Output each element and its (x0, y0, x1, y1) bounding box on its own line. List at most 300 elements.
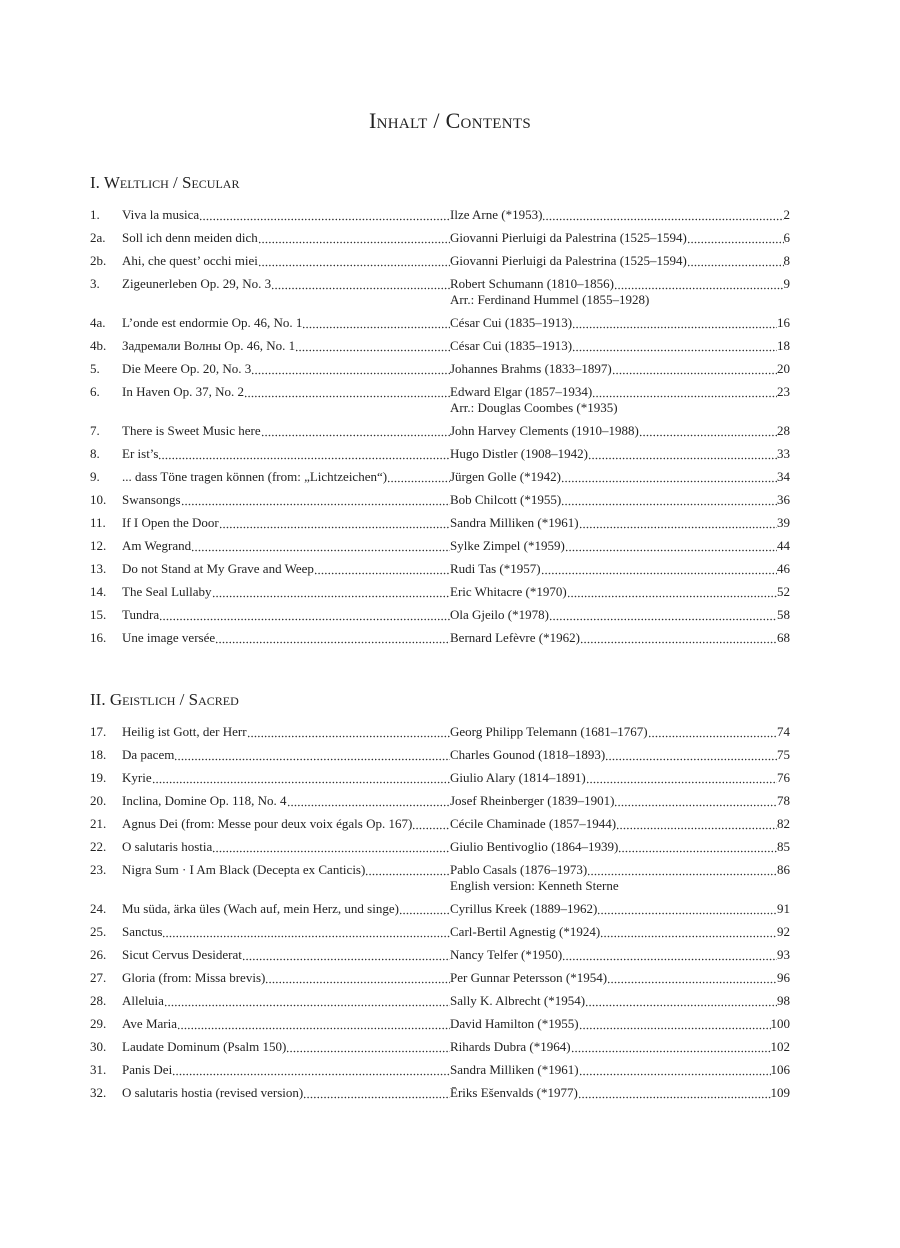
dot-leader (215, 630, 450, 646)
entry-composer-cell (450, 793, 790, 809)
toc-entry[interactable] (90, 276, 790, 315)
dot-leader (162, 924, 450, 940)
toc-entry[interactable] (90, 1039, 790, 1062)
toc-entry[interactable] (90, 230, 790, 253)
entry-title-cell (122, 469, 450, 485)
dot-leader (571, 1039, 771, 1055)
entry-composer: Nancy Telfer (*1950) (450, 947, 563, 962)
composer-line (450, 207, 790, 223)
entry-title: Panis Dei (122, 1062, 173, 1077)
entry-page-number: 102 (770, 1039, 790, 1054)
contents-list-sacred (90, 724, 790, 1108)
entry-title-cell (122, 1062, 450, 1078)
dot-leader (177, 1016, 450, 1032)
contents-list-secular (90, 207, 790, 653)
entry-composer-cell (450, 315, 790, 331)
dot-leader (174, 747, 450, 763)
dot-leader (587, 862, 777, 878)
dot-leader (287, 793, 450, 809)
toc-entry[interactable] (90, 423, 790, 446)
toc-entry[interactable] (90, 1085, 790, 1108)
composer-line (450, 315, 790, 331)
entry-number: 6. (90, 384, 100, 399)
entry-composer: John Harvey Clements (1910–1988) (450, 423, 639, 438)
entry-title: O salutaris hostia (122, 839, 213, 854)
entry-title: Kyrie (122, 770, 152, 785)
dot-leader (181, 492, 450, 508)
toc-entry[interactable] (90, 492, 790, 515)
dot-leader (687, 253, 784, 269)
composer-line (450, 970, 790, 986)
entry-title-cell (122, 839, 450, 855)
entry-page-number: 68 (777, 630, 790, 645)
entry-number: 16. (90, 630, 107, 645)
entry-title: Tundra (122, 607, 160, 622)
entry-title-cell (122, 747, 450, 763)
entry-number: 20. (90, 793, 107, 808)
entry-page-number: 100 (770, 1016, 790, 1031)
entry-page-number: 52 (777, 584, 790, 599)
dot-leader (579, 1062, 771, 1078)
entry-composer-cell (450, 839, 790, 855)
entry-composer: Rihards Dubra (*1964) (450, 1039, 571, 1054)
composer-line (450, 862, 790, 878)
entry-composer: Giovanni Pierluigi da Palestrina (1525–1594) (450, 253, 687, 268)
dot-leader (152, 770, 450, 786)
dot-leader (286, 1039, 450, 1055)
entry-page-number: 46 (777, 561, 790, 576)
entry-title: Alleluia (122, 993, 164, 1008)
dot-leader (172, 1062, 450, 1078)
composer-line (450, 230, 790, 246)
dot-leader (605, 747, 777, 763)
entry-title: ... dass Töne tragen können (from: „Lichtzeichen“) (122, 469, 388, 484)
entry-title: Nigra Sum · I Am Black (Decepta ex Canticis) (122, 862, 366, 877)
entry-composer: Ola Gjeilo (*1978) (450, 607, 549, 622)
entry-arranger-note: English version: Kenneth Sterne (450, 878, 619, 893)
composer-line (450, 1016, 790, 1032)
entry-composer: César Cui (1835–1913) (450, 315, 573, 330)
entry-number: 7. (90, 423, 100, 438)
dot-leader (265, 970, 450, 986)
toc-entry[interactable] (90, 607, 790, 630)
toc-entry[interactable] (90, 446, 790, 469)
composer-line (450, 724, 790, 740)
entry-number: 29. (90, 1016, 107, 1031)
toc-entry[interactable] (90, 1016, 790, 1039)
entry-number: 21. (90, 816, 107, 831)
entry-composer: Cécile Chaminade (1857–1944) (450, 816, 617, 831)
entry-page-number: 18 (777, 338, 790, 353)
entry-composer-cell (450, 584, 790, 600)
entry-number: 31. (90, 1062, 107, 1077)
dot-leader (600, 924, 777, 940)
entry-composer: Eric Whitacre (*1970) (450, 584, 567, 599)
dot-leader (572, 315, 777, 331)
entry-composer: Hugo Distler (1908–1942) (450, 446, 588, 461)
entry-composer-cell (450, 230, 790, 246)
entry-title: L’onde est endormie Op. 46, No. 1 (122, 315, 303, 330)
entry-arranger-note: Arr.: Ferdinand Hummel (1855–1928) (450, 292, 650, 307)
composer-line (450, 1085, 790, 1101)
dot-leader (549, 607, 777, 623)
dot-leader (579, 515, 777, 531)
entry-title-cell (122, 338, 450, 354)
toc-entry[interactable] (90, 630, 790, 653)
entry-composer-cell (450, 361, 790, 377)
entry-number: 4b. (90, 338, 107, 353)
composer-line (450, 338, 790, 354)
page-title: Inhalt / Contents (369, 108, 531, 133)
dot-leader (572, 338, 777, 354)
dot-leader (592, 384, 777, 400)
entry-composer-cell (450, 970, 790, 986)
entry-title: In Haven Op. 37, No. 2 (122, 384, 245, 399)
toc-entry[interactable] (90, 747, 790, 770)
composer-line (450, 947, 790, 963)
entry-composer: Giulio Bentivoglio (1864–1939) (450, 839, 619, 854)
entry-number: 10. (90, 492, 107, 507)
entry-title-cell (122, 584, 450, 600)
entry-page-number: 8 (783, 253, 790, 268)
dot-leader (191, 538, 450, 554)
entry-composer-cell (450, 446, 790, 462)
entry-title-cell (122, 492, 450, 508)
entry-page-number: 96 (777, 970, 790, 985)
entry-composer: Bernard Lefèvre (*1962) (450, 630, 580, 645)
toc-entry[interactable] (90, 515, 790, 538)
dot-leader (158, 446, 450, 462)
entry-title-cell (122, 1085, 450, 1101)
toc-entry[interactable] (90, 584, 790, 607)
entry-page-number: 6 (783, 230, 790, 245)
entry-title: If I Open the Door (122, 515, 219, 530)
toc-entry[interactable] (90, 947, 790, 970)
dot-leader (242, 947, 450, 963)
entry-number: 8. (90, 446, 100, 461)
entry-title-cell (122, 816, 450, 832)
entry-number: 19. (90, 770, 107, 785)
entry-composer: Sally K. Albrecht (*1954) (450, 993, 586, 1008)
entry-page-number: 58 (777, 607, 790, 622)
toc-entry[interactable] (90, 816, 790, 839)
entry-title: Am Wegrand (122, 538, 192, 553)
entry-composer: Giovanni Pierluigi da Palestrina (1525–1594) (450, 230, 687, 245)
entry-title: Swansongs (122, 492, 181, 507)
entry-composer-cell (450, 561, 790, 577)
entry-composer-cell (450, 993, 790, 1009)
dot-leader (302, 315, 450, 331)
entry-title-cell (122, 207, 450, 223)
entry-title: Soll ich denn meiden dich (122, 230, 258, 245)
toc-entry[interactable] (90, 538, 790, 561)
entry-composer: Josef Rheinberger (1839–1901) (450, 793, 615, 808)
entry-composer: Robert Schumann (1810–1856) (450, 276, 614, 291)
entry-composer: Edward Elgar (1857–1934) (450, 384, 593, 399)
entry-title-cell (122, 315, 450, 331)
entry-title-cell (122, 924, 450, 940)
entry-title-cell (122, 384, 450, 400)
entry-title-cell (122, 607, 450, 623)
dot-leader (616, 816, 777, 832)
dot-leader (579, 1016, 771, 1032)
entry-composer: Pablo Casals (1876–1973) (450, 862, 588, 877)
composer-line (450, 446, 790, 462)
entry-composer-cell (450, 492, 790, 508)
entry-page-number: 20 (777, 361, 790, 376)
composer-line (450, 747, 790, 763)
toc-entry[interactable] (90, 993, 790, 1016)
entry-title-cell (122, 630, 450, 646)
entry-composer-cell (450, 747, 790, 763)
toc-entry[interactable] (90, 1062, 790, 1085)
dot-leader (542, 207, 783, 223)
entry-title-cell (122, 1039, 450, 1055)
entry-title: Die Meere Op. 20, No. 3 (122, 361, 252, 376)
entry-title: Zigeunerleben Op. 29, No. 3 (122, 276, 272, 291)
entry-composer-cell (450, 816, 790, 832)
entry-composer: Giulio Alary (1814–1891) (450, 770, 586, 785)
entry-title-cell (122, 862, 450, 878)
entry-title: Задремали Волны Op. 46, No. 1 (122, 338, 296, 353)
entry-composer-cell (450, 338, 790, 354)
entry-number: 32. (90, 1085, 107, 1100)
entry-composer-cell (450, 423, 790, 439)
entry-page-number: 28 (777, 423, 790, 438)
dot-leader (565, 538, 777, 554)
toc-entry[interactable] (90, 315, 790, 338)
toc-entry[interactable] (90, 862, 790, 901)
entry-number: 15. (90, 607, 107, 622)
entry-title: There is Sweet Music here (122, 423, 261, 438)
dot-leader (212, 584, 450, 600)
entry-number: 24. (90, 901, 107, 916)
composer-line (450, 1062, 790, 1078)
entry-number: 30. (90, 1039, 107, 1054)
composer-line (450, 630, 790, 646)
entry-page-number: 9 (783, 276, 790, 291)
entry-title: Heilig ist Gott, der Herr (122, 724, 247, 739)
entry-title-cell (122, 993, 450, 1009)
dot-leader (412, 816, 450, 832)
entry-composer-cell (450, 947, 790, 963)
toc-entry[interactable] (90, 901, 790, 924)
dot-leader (303, 1085, 450, 1101)
entry-number: 9. (90, 469, 100, 484)
entry-title-cell (122, 361, 450, 377)
entry-page-number: 91 (777, 901, 790, 916)
entry-title-cell (122, 276, 450, 292)
entry-composer-cell (450, 469, 790, 485)
entry-composer: Carl-Bertil Agnestig (*1924) (450, 924, 601, 939)
dot-leader (607, 970, 777, 986)
entry-page-number: 75 (777, 747, 790, 762)
toc-entry[interactable] (90, 970, 790, 993)
entry-page-number: 39 (777, 515, 790, 530)
entry-title: Laudate Dominum (Psalm 150) (122, 1039, 287, 1054)
section-heading-sacred: II. Geistlich / Sacred (90, 690, 239, 709)
entry-title: Er ist’s (122, 446, 159, 461)
entry-page-number: 106 (770, 1062, 790, 1077)
entry-title: Sanctus (122, 924, 163, 939)
entry-composer-cell (450, 1016, 790, 1032)
entry-title-cell (122, 947, 450, 963)
dot-leader (561, 469, 777, 485)
entry-title: O salutaris hostia (revised version) (122, 1085, 304, 1100)
entry-title-cell (122, 561, 450, 577)
composer-line (450, 1039, 790, 1055)
entry-composer: Ēriks Ešenvalds (*1977) (450, 1085, 578, 1100)
composer-line (450, 607, 790, 623)
entry-composer: Jürgen Golle (*1942) (450, 469, 561, 484)
dot-leader (159, 607, 450, 623)
toc-entry[interactable] (90, 384, 790, 423)
entry-title: The Seal Lullaby (122, 584, 212, 599)
dot-leader (261, 423, 450, 439)
entry-page-number: 16 (777, 315, 790, 330)
entry-title: Mu süda, ärka üles (Wach auf, mein Herz, und singe) (122, 901, 399, 916)
composer-line (450, 469, 790, 485)
entry-number: 13. (90, 561, 107, 576)
toc-entry[interactable] (90, 469, 790, 492)
entry-title-cell (122, 901, 450, 917)
composer-line (450, 515, 790, 531)
entry-composer-cell (450, 1085, 790, 1101)
entry-composer: Charles Gounod (1818–1893) (450, 747, 606, 762)
entry-composer-cell (450, 207, 790, 223)
entry-composer: David Hamilton (*1955) (450, 1016, 579, 1031)
dot-leader (585, 993, 777, 1009)
dot-leader (314, 561, 450, 577)
entry-composer-cell (450, 724, 790, 740)
composer-line (450, 384, 790, 400)
entry-page-number: 76 (777, 770, 790, 785)
toc-entry[interactable] (90, 338, 790, 361)
dot-leader (365, 862, 450, 878)
entry-number: 14. (90, 584, 107, 599)
entry-page-number: 93 (777, 947, 790, 962)
entry-composer-cell (450, 630, 790, 646)
dot-leader (648, 724, 777, 740)
entry-title: Ave Maria (122, 1016, 177, 1031)
entry-composer: Bob Chilcott (*1955) (450, 492, 562, 507)
entry-title-cell (122, 1016, 450, 1032)
entry-composer-cell (450, 1062, 790, 1078)
entry-page-number: 44 (777, 538, 790, 553)
entry-title-cell (122, 770, 450, 786)
entry-title: Inclina, Domine Op. 118, No. 4 (122, 793, 287, 808)
entry-title-cell (122, 230, 450, 246)
entry-title: Agnus Dei (from: Messe pour deux voix égals Op. 167) (122, 816, 413, 831)
entry-composer-cell (450, 924, 790, 940)
entry-number: 26. (90, 947, 107, 962)
dot-leader (244, 384, 450, 400)
dot-leader (271, 276, 450, 292)
entry-number: 28. (90, 993, 107, 1008)
toc-entry[interactable] (90, 253, 790, 276)
entry-title: Do not Stand at My Grave and Weep (122, 561, 314, 576)
entry-number: 23. (90, 862, 107, 877)
toc-entry[interactable] (90, 561, 790, 584)
entry-number: 18. (90, 747, 107, 762)
composer-line (450, 561, 790, 577)
dot-leader (247, 724, 450, 740)
entry-title-cell (122, 515, 450, 531)
dot-leader (199, 207, 450, 223)
entry-composer: Georg Philipp Telemann (1681–1767) (450, 724, 648, 739)
dot-leader (219, 515, 450, 531)
entry-page-number: 82 (777, 816, 790, 831)
toc-entry[interactable] (90, 724, 790, 747)
entry-number: 1. (90, 207, 100, 222)
entry-page-number: 78 (777, 793, 790, 808)
entry-composer: Sandra Milliken (*1961) (450, 515, 579, 530)
dot-leader (387, 469, 450, 485)
entry-composer-cell (450, 901, 790, 917)
entry-page-number: 33 (777, 446, 790, 461)
composer-line (450, 924, 790, 940)
entry-number: 22. (90, 839, 107, 854)
entry-title-cell (122, 793, 450, 809)
entry-composer-cell (450, 538, 790, 554)
entry-composer-cell (450, 253, 790, 269)
entry-title-cell (122, 724, 450, 740)
toc-entry[interactable] (90, 207, 790, 230)
toc-entry[interactable] (90, 361, 790, 384)
composer-line (450, 538, 790, 554)
toc-entry[interactable] (90, 770, 790, 793)
composer-line (450, 816, 790, 832)
dot-leader (164, 993, 450, 1009)
entry-number: 17. (90, 724, 107, 739)
dot-leader (588, 446, 777, 462)
entry-title: Ahi, che quest’ occhi miei (122, 253, 258, 268)
entry-page-number: 74 (777, 724, 790, 739)
dot-leader (614, 276, 784, 292)
toc-entry[interactable] (90, 793, 790, 816)
entry-title: Une image versée (122, 630, 216, 645)
entry-composer: Johannes Brahms (1833–1897) (450, 361, 612, 376)
entry-page-number: 85 (777, 839, 790, 854)
toc-entry[interactable] (90, 924, 790, 947)
entry-page-number: 36 (777, 492, 790, 507)
toc-entry[interactable] (90, 839, 790, 862)
dot-leader (618, 839, 777, 855)
composer-line (450, 253, 790, 269)
entry-number: 27. (90, 970, 107, 985)
dot-leader (612, 361, 777, 377)
entry-composer-cell (450, 384, 790, 416)
dot-leader (567, 584, 777, 600)
entry-number: 2b. (90, 253, 107, 268)
dot-leader (212, 839, 450, 855)
entry-composer-cell (450, 862, 790, 894)
entry-composer: Per Gunnar Petersson (*1954) (450, 970, 608, 985)
dot-leader (597, 901, 777, 917)
entry-page-number: 92 (777, 924, 790, 939)
composer-line (450, 793, 790, 809)
entry-composer: Sandra Milliken (*1961) (450, 1062, 579, 1077)
entry-page-number: 34 (777, 469, 790, 484)
entry-title-cell (122, 538, 450, 554)
entry-page-number: 98 (777, 993, 790, 1008)
dot-leader (580, 630, 777, 646)
dot-leader (399, 901, 450, 917)
dot-leader (295, 338, 450, 354)
entry-composer-cell (450, 1039, 790, 1055)
entry-composer: Sylke Zimpel (*1959) (450, 538, 565, 553)
entry-page-number: 109 (770, 1085, 790, 1100)
